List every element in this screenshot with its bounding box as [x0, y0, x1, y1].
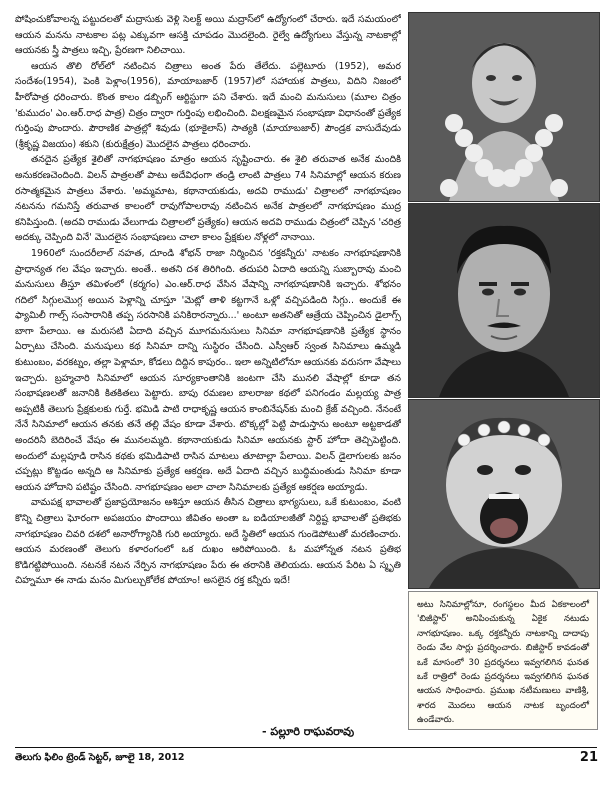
- article-paragraph: తనదైన ప్రత్యేక శైలితో నాగభూషణం మాత్రం ఆయన సృష్టించారు. ఈ శైలి తరువాత అనేక మందికి అనుకరణచెందింది. విలన్ పాత్రలతో పాటు అదేవిధంగా తండ్రి లాంటి పాత్రలు 74 సినిమాల్లో ఆయన కరుణ రసాత్మకమైన పాత్రలు వేశారు. 'అమ్మమాట, కథానాయకుడు, అదవి రాముడు' చిత్రాలలో నాగభూషణం నటనను గమనిస్తే తరువాత కాలంలో రావుగోపాలరావు నటించిన అనేక పాత్రలలో నాగభూషణం ముద్ర కనిపిస్తుంది. (అదవి రాముడు వేలుగాడు చిత్రాలలో ప్రత్యేకం) ఆయన అదవి రాముడు చిత్రంలో చెప్పిన 'చరిత్ర అదక్కు చెప్పింది వినే' మొదలైన సంభాషణలు చాలా కాలం ప్రేక్షకుల నోళ్లలో నానాయి.: [15, 154, 401, 244]
- photo-portrait-image: [409, 204, 599, 397]
- photo-stage-image: [409, 400, 599, 588]
- article-paragraph: ఆయన తొలి రోల్‌లో నటించిన చిత్రాలు అంత పేరు తేలేదు. పల్లెటూరు (1952), అమర సందేశం(1954), పెంకి పెళ్లాం(1956), మాయాబజార్ (1957)లో సహాయక పాత్రలు, విదిని నిజంలో హీరోపాత్ర ధరించారు. కొంత కాలం డబ్బింగ్ ఆర్టిస్టుగా పని చేశారు. ఇదే మంచి మనుసులు (మూల చిత్రం 'కుముదం' ఎం.ఆర్.రాధ పాత్ర) చిత్రం ద్వారా గుర్తింపు లభించింది. విలక్షణమైన సంభాషణా విధానంతో ప్రత్యేక గుర్తింపు పొందారు. పౌరాణిక పాత్రల్లో శివుడు (భూకైలాస్) సాత్యకి (మాయాబజార్) పౌండ్రక వాసుదేవుడు (శ్రీకృష్ణ విజయం) శకుని (కురుక్షేత్రం) మొదలైన పాత్రలు ధరించారు.: [15, 60, 401, 150]
- article-paragraph: 1960లో సుందరీలాల్ నహత, దూండి శోభన్ రాజా నిర్మించిన 'రక్తకన్నీరు' నాటకం నాగభూషణానికి ప్రాధాన్యత గల వేషం ఇచ్చారు. అంతే.. అతని దశ తిరిగింది. తదుపరి ఏదాది ఆయన్ని సుబ్బారావు మంచి మనుసులు తీస్తూ తమిళంలో (కర్మగం) ఎం.ఆర్.రాధ వేసిన వేషాన్ని నాగభూషణానికి ఇచ్చారు. శోభనం గదిలో సిగ్గులమొగ్గ అయిన పెళ్లాన్ని చూస్తూ 'మెట్లో తాళి కట్టగానే ఒళ్లో వచ్చిపడింది సిగ్గు.. అందుకే ఈ ఫ్యామిలీ గాల్స్ సంసారానికి తప్ప సరసానికి పనికిరారన్నారు...' అంటూ అతనితో ఆత్రేయ చెప్పించిన డైలాగ్స్ బాగా పేలాయి. ఆ మరుసటి ఏదాది వచ్చిన మూగమనుసులు సినిమా నాగభూషణానికి ప్రత్యేక స్థానం ఏర్పాటు చేసింది. మనుషులు కథ సినిమా దాన్ని సుస్థిరం చేసింది. ఎస్వీఆర్ స్వంత సినిమాలు ఉమ్మడి కుటుంబం, వరకట్నం, తల్లా పెళ్లామా, కోడలు దిద్దిన కాపురం.. ఇలా అన్నిటిలోనూ ఆయనకు వరుసగా వేషాలు ఇచ్చారు. బ్రహ్మచారి సినిమాలో ఆయన సూర్యకాంతానికి జంటగా చేసి మునలి వేషాల్లో కూడా తన సంభాషణలతో జనానికి కితకితలు పెట్టారు. బాపు రమణల బాలరాజు కథలో పనిగండం మల్లయ్య పాత్ర అప్పటికీ తెలుగు ప్రేక్షకులకు గుర్తే. భమిడి పాటి రాధాకృష్ణ ఆయన కాంబినేషన్‌కు మంచి క్రేజ్ వచ్చింది. నేనంటే నేనే సినిమాలో ఆయన తనకు తనే తల్లి వేషం కూడా వేశారు. టొక్కల్లో పెట్టి పాడుస్తాను అంటూ అట్టకాడతో అందరినీ బెదిరించే వేషం ఈ మునలమ్మది. కథానాయకుడు సినిమా ఆయనకు స్టార్ హోదా తెచ్చిపెట్టింది. అందులో మల్లపూడి రాసిన కథకు భమిడిపాటి రాసిన మాటలు తూటాల్లా పేలాయి. విలన్ డైలాగులకు జనం చప్పట్లు కొట్టడం అన్నది ఆ సినిమాకు ప్రత్యేక ఆకర్షణ. అదే ఏదాది వచ్చిన బుద్ధిమంతుడు సినిమా కూడా ఆయన హోదాని పటిష్టం చేసింది. నాగభూషణం అలా చాలా సినిమాలకు ప్రత్యేక ఆకర్షణ అయ్యాడు.: [15, 247, 401, 493]
- article-paragraph: వామపక్ష భావాలతో ప్రజాప్రయోజనం ఆశిస్తూ ఆయన తీసిన చిత్రాలు భాగ్యసులు, ఒకే కుటుంబం, వంటి కొన్ని చిత్రాలు ఘోరంగా అపజయం పొందాయి జీవితం అంతా ఒ ఐడియాలజీతో నిర్దిష్ట భావాలతో ప్రతిభకు నాగభూషణం చివరి దశలో అనారోగ్యానికి గురి అయ్యారు. అదే స్థితిలో ఆయన గుండెపోటుతో మరణించారు. ఆయన మరణంతో తెలుగు కళారంగంలో ఒక దుఖం ఆరిపోయింది. ఓ మహోన్నత నటన ప్రతిభ కొడిగట్టిపోయింది. నటనకే నటన నేర్పిన నాగభూషణం పేరు ఈ తరానికి తెలియదు. ఆయన పేరిట ఏ స్మృతి చిహ్నమూ ఈ నాడు మనం మిగుల్చుకోలేక పోయాం! అసలైన రక్త కన్నీరు ఇదే!: [15, 497, 401, 587]
- author-byline: - పల్లూరి రాఘవరావు: [262, 725, 355, 738]
- photo-actor-garland: [408, 12, 600, 202]
- footer-divider: [15, 747, 597, 748]
- photo-actor-stage: [408, 399, 600, 589]
- article-paragraph: పోషించుకోవాలన్న పట్టుదలతో మద్రాసుకు వెళ్లి సెలక్ట్ అయి మద్రాస్‌లో ఉద్యోగంలో చేరారు. ఇదే సమయంలో ఆయన మనను నాటకాల పట్ల ఎక్కువగా ఆసక్తి చూపడం మొదలైంది. రైల్వే ఉద్యోగులు వేస్తున్న నాటకాల్లో ఆయనకు స్త్రీ పాత్రలు ఇచ్చి, ప్రేరణగా నిలిచాయి.: [15, 14, 401, 57]
- sidebar-caption: అటు సినిమాల్లోనూ, రంగస్థలం మీద ఏకకాలంలో 'బిజీస్టార్' అనిపించుకున్న ఏకైక నటుడు నాగభూషణం. ఒక్క రక్తకన్నీరు నాటకాన్ని దాదాపు రెండు వేల సార్లు ప్రదర్శించారు. బిజీస్టార్ కావడంతో ఒకే మాసంలో 30 ప్రదర్శనలు ఇవ్వగలిగిన ఘనత ఒకే రాత్రిలో రెండు ప్రదర్శనలు ఇవ్వగలిగిన ఘనత ఆయన సాధించారు. ప్రముఖ నటీమణులు వాణిశ్రీ, శారద మొదలు ఆయన నాటక బృందంలో ఉండేవారు.: [408, 591, 598, 730]
- photo-actor-portrait: [408, 203, 600, 398]
- photo-garland-image: [409, 13, 599, 201]
- footer-publication: తెలుగు ఫిలిం ట్రెండ్ సెట్టర్, జూలై 18, 2012: [15, 752, 185, 763]
- page-number: 21: [579, 750, 598, 765]
- article-body: [15, 12, 401, 718]
